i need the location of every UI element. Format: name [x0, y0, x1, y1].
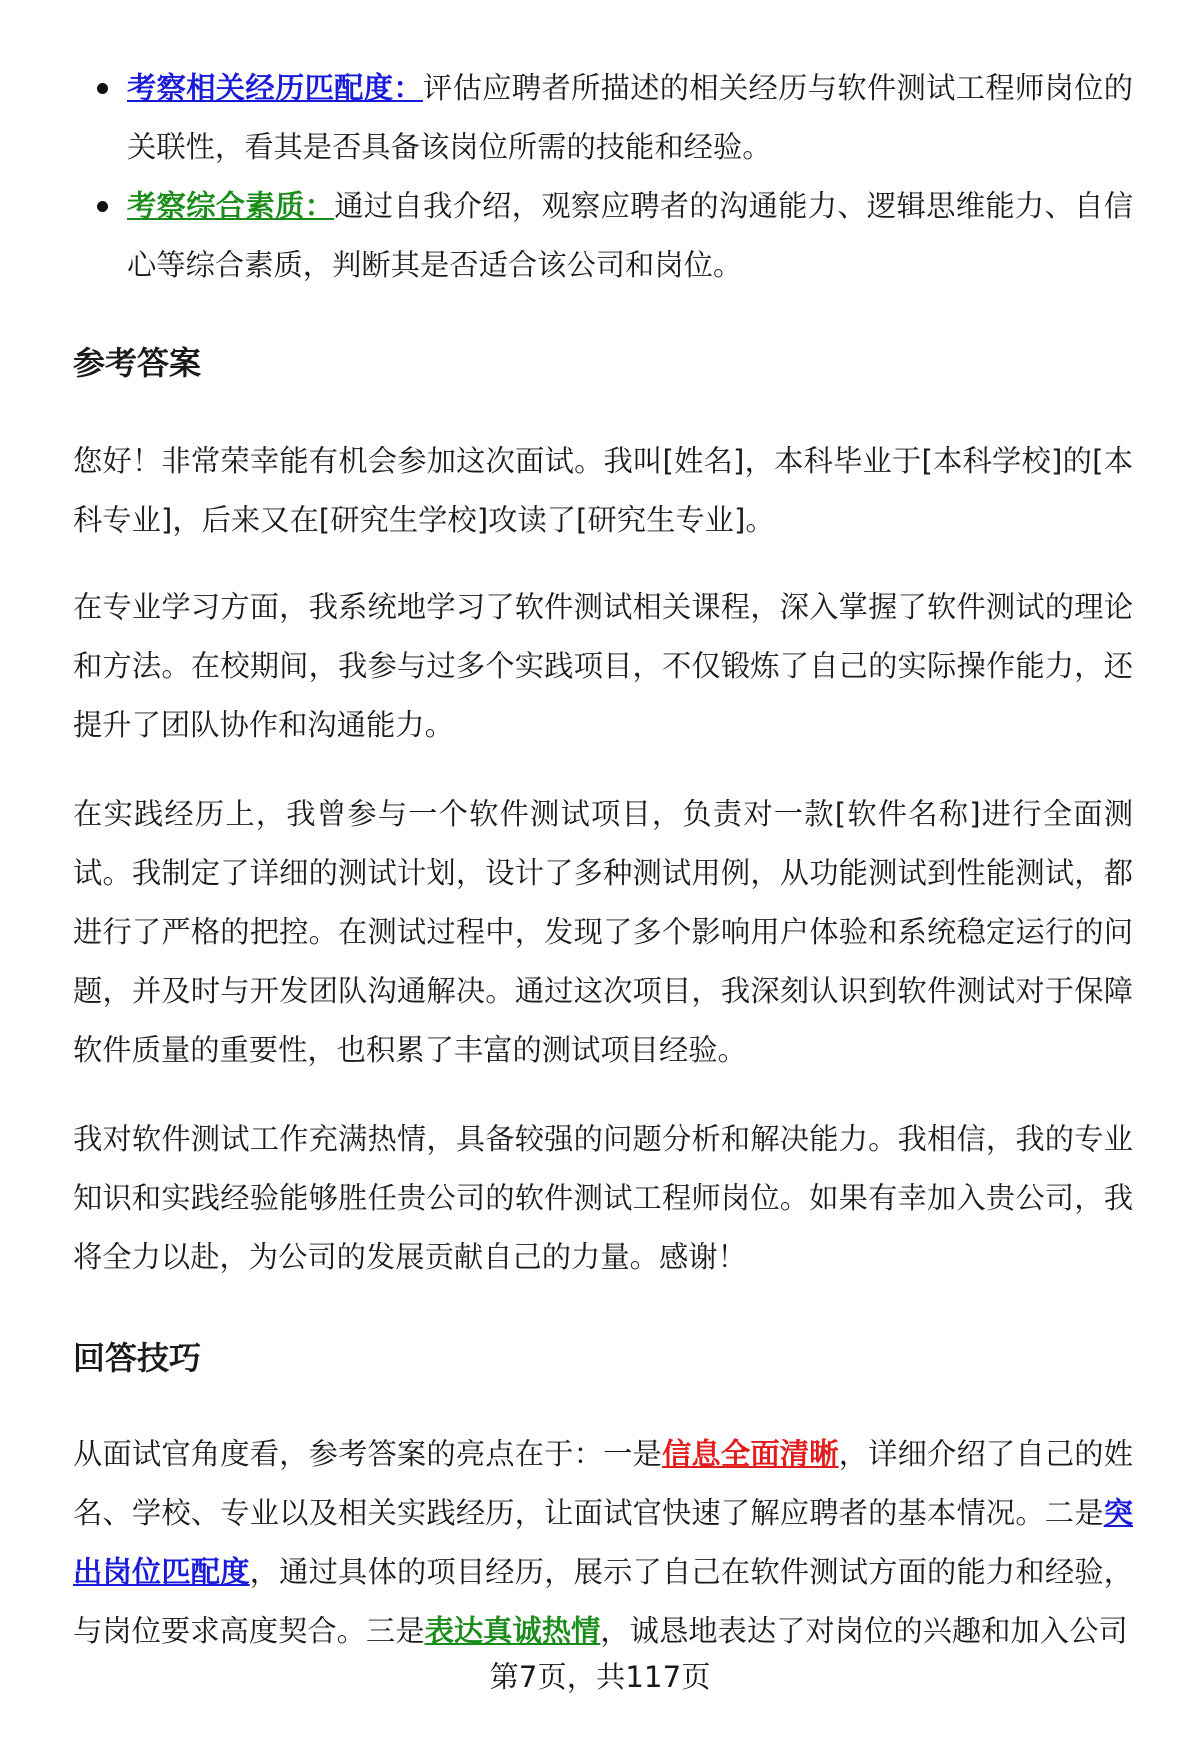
answer-paragraph: 我对软件测试工作充满热情，具备较强的问题分析和解决能力。我相信，我的专业知识和实践经验能够胜任贵公司的软件测试工程师岗位。如果有幸加入贵公司，我将全力以赴，为公司的发展贡献自己的力量。感谢！ [73, 1122, 1133, 1274]
answer-paragraph: 在实践经历上，我曾参与一个软件测试项目，负责对一款[软件名称]进行全面测试。我制定了详细的测试计划，设计了多种测试用例，从功能测试到性能测试，都进行了严格的把控。在测试过程中，发现了多个影响用户体验和系统稳定运行的问题，并及时与开发团队沟通解决。通过这次项目，我深刻认识到软件测试对于保障软件质量的重要性，也积累了丰富的测试项目经验。 [73, 797, 1133, 1067]
tips-paragraph [73, 1425, 1133, 1661]
tips-heading: 回答技巧 [73, 1339, 202, 1377]
criteria-item [73, 177, 1133, 295]
tips-text: ，详细介绍了自己的姓名、学校、专业以及相关实践经历，让面试官快速了解应聘者的基本情况。二是 [73, 1437, 1134, 1530]
criteria-label: 考察相关经历匹配度： [127, 71, 423, 105]
page-number: 第7页，共117页 [489, 1660, 711, 1694]
criteria-item [73, 59, 1133, 177]
answer-paragraph: 您好！非常荣幸能有机会参加这次面试。我叫[姓名]，本科毕业于[本科学校]的[本科专业]，后来又在[研究生学校]攻读了[研究生专业]。 [73, 444, 1133, 537]
tips-text: ，通过具体的项目经历，展示了自己在软件测试方面的能力和经验，与岗位要求高度契合。三是 [73, 1555, 1134, 1648]
answer-heading: 参考答案 [73, 344, 202, 382]
tips-text: 从面试官角度看，参考答案的亮点在于：一是 [73, 1437, 662, 1471]
answer-paragraph: 在专业学习方面，我系统地学习了软件测试相关课程，深入掌握了软件测试的理论和方法。在校期间，我参与过多个实践项目，不仅锻炼了自己的实际操作能力，还提升了团队协作和沟通能力。 [73, 590, 1133, 742]
tips-text: ，诚恳地表达了对岗位的兴趣和加入公司 [600, 1614, 1128, 1648]
highlight-blue: 突出岗位匹配度 [73, 1496, 1133, 1589]
criteria-label: 考察综合素质： [127, 189, 335, 223]
criteria-text: 评估应聘者所描述的相关经历与软件测试工程师岗位的关联性，看其是否具备该岗位所需的技能和经验。 [127, 71, 1134, 164]
highlight-red: 信息全面清晰 [661, 1437, 839, 1471]
bullet-icon [97, 83, 108, 94]
criteria-list [73, 59, 1133, 295]
highlight-green: 表达真诚热情 [424, 1614, 601, 1648]
criteria-text: 通过自我介绍，观察应聘者的沟通能力、逻辑思维能力、自信心等综合素质，判断其是否适合该公司和岗位。 [127, 189, 1134, 282]
bullet-icon [97, 201, 108, 212]
